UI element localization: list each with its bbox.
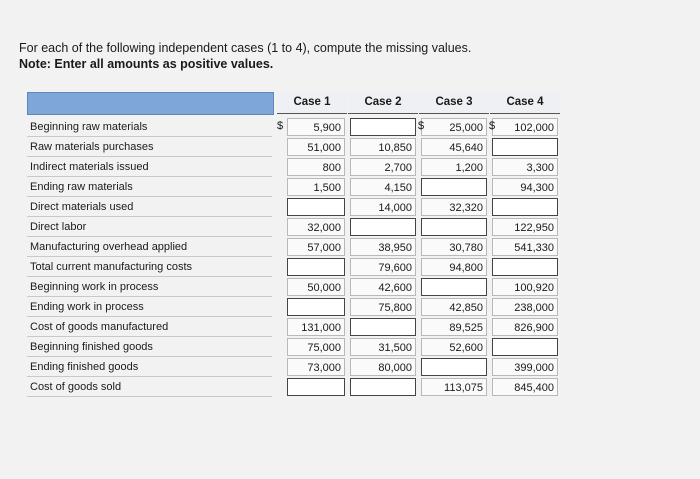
row-divider xyxy=(27,316,272,317)
instruction-note: Note: Enter all amounts as positive values. xyxy=(19,57,274,71)
row-divider xyxy=(27,216,272,217)
row-divider xyxy=(27,156,272,157)
value-cell[interactable] xyxy=(421,358,487,376)
value-cell[interactable] xyxy=(492,258,558,276)
row-divider xyxy=(27,136,272,137)
row-label: Ending finished goods xyxy=(30,361,139,373)
value-cell: 541,330 xyxy=(492,238,558,256)
row-label: Total current manufacturing costs xyxy=(30,261,193,273)
value-cell: 102,000 xyxy=(492,118,558,136)
value-cell: 14,000 xyxy=(350,198,416,216)
row-divider xyxy=(27,196,272,197)
value-cell[interactable] xyxy=(350,218,416,236)
instruction-text: For each of the following independent cases (1 to 4), compute the missing values. xyxy=(19,41,472,55)
currency-symbol: $ xyxy=(418,120,425,132)
value-cell: 73,000 xyxy=(287,358,345,376)
value-cell: 845,400 xyxy=(492,378,558,396)
cost-worksheet xyxy=(27,92,567,399)
value-cell: 1,500 xyxy=(287,178,345,196)
row-label: Indirect materials issued xyxy=(30,161,149,173)
row-label: Ending raw materials xyxy=(30,181,133,193)
value-cell: 57,000 xyxy=(287,238,345,256)
value-cell: 10,850 xyxy=(350,138,416,156)
row-divider xyxy=(27,376,272,377)
value-cell: 122,950 xyxy=(492,218,558,236)
value-cell: 4,150 xyxy=(350,178,416,196)
case-4-header: Case 4 xyxy=(490,92,560,114)
value-cell[interactable] xyxy=(492,138,558,156)
value-cell[interactable] xyxy=(350,318,416,336)
value-cell: 52,600 xyxy=(421,338,487,356)
row-label: Cost of goods manufactured xyxy=(30,321,169,333)
value-cell: 3,300 xyxy=(492,158,558,176)
row-label: Cost of goods sold xyxy=(30,381,122,393)
row-label: Ending work in process xyxy=(30,301,144,313)
value-cell: 38,950 xyxy=(350,238,416,256)
value-cell[interactable] xyxy=(350,118,416,136)
row-label: Beginning work in process xyxy=(30,281,159,293)
value-cell: 30,780 xyxy=(421,238,487,256)
row-label: Manufacturing overhead applied xyxy=(30,241,188,253)
value-cell: 50,000 xyxy=(287,278,345,296)
value-cell: 5,900 xyxy=(287,118,345,136)
value-cell[interactable] xyxy=(287,198,345,216)
value-cell[interactable] xyxy=(421,278,487,296)
value-cell: 79,600 xyxy=(350,258,416,276)
value-cell: 826,900 xyxy=(492,318,558,336)
value-cell: 45,640 xyxy=(421,138,487,156)
value-cell: 42,600 xyxy=(350,278,416,296)
row-label: Direct materials used xyxy=(30,201,134,213)
value-cell: 32,320 xyxy=(421,198,487,216)
value-cell: 399,000 xyxy=(492,358,558,376)
row-divider xyxy=(27,396,272,397)
value-cell: 25,000 xyxy=(421,118,487,136)
value-cell: 31,500 xyxy=(350,338,416,356)
row-divider xyxy=(27,236,272,237)
value-cell: 1,200 xyxy=(421,158,487,176)
row-divider xyxy=(27,176,272,177)
value-cell: 94,300 xyxy=(492,178,558,196)
value-cell[interactable] xyxy=(421,178,487,196)
value-cell: 75,000 xyxy=(287,338,345,356)
value-cell[interactable] xyxy=(287,378,345,396)
instructions xyxy=(19,40,471,72)
case-2-header: Case 2 xyxy=(348,92,418,114)
value-cell: 2,700 xyxy=(350,158,416,176)
value-cell: 75,800 xyxy=(350,298,416,316)
value-cell: 51,000 xyxy=(287,138,345,156)
row-label: Direct labor xyxy=(30,221,87,233)
row-divider xyxy=(27,336,272,337)
value-cell: 800 xyxy=(287,158,345,176)
row-divider xyxy=(27,296,272,297)
currency-symbol: $ xyxy=(489,120,496,132)
currency-symbol: $ xyxy=(277,120,284,132)
value-cell[interactable] xyxy=(492,198,558,216)
value-cell: 42,850 xyxy=(421,298,487,316)
row-label: Beginning raw materials xyxy=(30,121,148,133)
value-cell: 80,000 xyxy=(350,358,416,376)
value-cell[interactable] xyxy=(350,378,416,396)
row-divider xyxy=(27,276,272,277)
value-cell: 32,000 xyxy=(287,218,345,236)
value-cell[interactable] xyxy=(287,258,345,276)
value-cell: 100,920 xyxy=(492,278,558,296)
row-divider xyxy=(27,356,272,357)
value-cell: 89,525 xyxy=(421,318,487,336)
value-cell: 113,075 xyxy=(421,378,487,396)
header-band xyxy=(27,92,274,115)
value-cell[interactable] xyxy=(492,338,558,356)
value-cell[interactable] xyxy=(421,218,487,236)
case-1-header: Case 1 xyxy=(277,92,347,114)
value-cell: 131,000 xyxy=(287,318,345,336)
value-cell: 238,000 xyxy=(492,298,558,316)
row-label: Beginning finished goods xyxy=(30,341,153,353)
case-3-header: Case 3 xyxy=(419,92,489,114)
row-divider xyxy=(27,256,272,257)
row-label: Raw materials purchases xyxy=(30,141,154,153)
value-cell: 94,800 xyxy=(421,258,487,276)
value-cell[interactable] xyxy=(287,298,345,316)
